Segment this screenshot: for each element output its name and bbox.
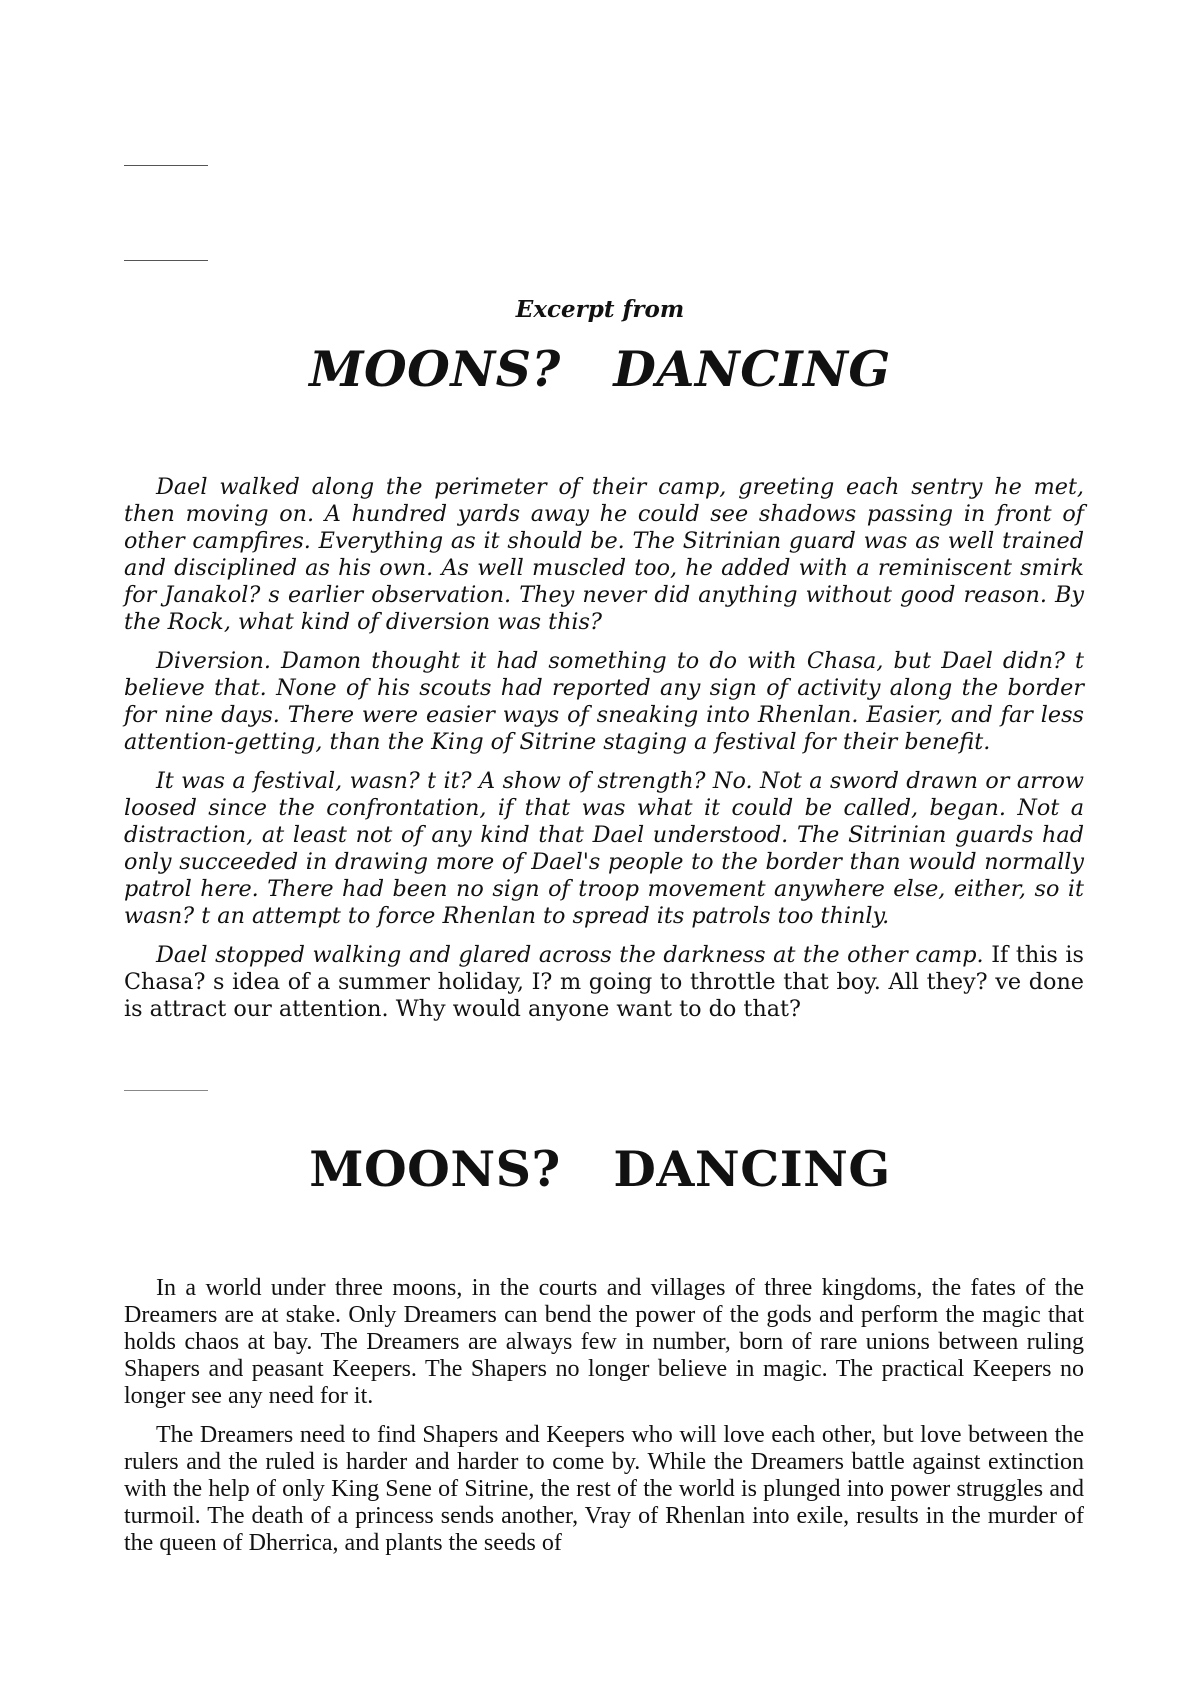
excerpt-body (124, 474, 1084, 1035)
excerpt-label: Excerpt from (515, 296, 685, 323)
separator-rule-third (124, 1090, 208, 1091)
blurb-body (124, 1275, 1084, 1569)
excerpt-paragraph: Diversion. Damon thought it had something to do with Chasa, but Dael didn? t believe that. None of his scouts had reported any sign of activity along the border for nine days. There were easier ways of sneaking into Rhenlan. Easier, and far less attention-getting, than the King of Sitrine staging a festival for their benefit. (124, 648, 1084, 755)
blurb-title-text: MOONS? DANCING (309, 1140, 891, 1198)
excerpt-title (0, 340, 1200, 398)
blurb-paragraph: In a world under three moons, in the courts and villages of three kingdoms, the fates of the Dreamers are at stake. Only Dreamers can bend the power of the gods and perform the magic that holds chaos at bay. The Dreamers are always few in number, born of rare unions between ruling Shapers and peasant Keepers. The Shapers no longer believe in magic. The practical Keepers no longer see any need for it. (124, 1275, 1084, 1409)
excerpt-narration: Dael stopped walking and glared across the darkness at the other camp. (156, 942, 984, 968)
separator-rule-second (124, 260, 208, 261)
excerpt-paragraph-last (124, 942, 1084, 1023)
blurb-title (0, 1140, 1200, 1198)
excerpt-paragraph: Dael walked along the perimeter of their camp, greeting each sentry he met, then moving on. A hundred yards away he could see shadows passing in front of other campfires. Everything as it should be. The Sitrinian guard was as well trained and disciplined as his own. As well muscled too, he added with a reminiscent smirk for Janakol? s earlier observation. They never did anything without good reason. By the Rock, what kind of diversion was this? (124, 474, 1084, 635)
excerpt-title-text: MOONS? DANCING (309, 340, 891, 398)
excerpt-paragraph: It was a festival, wasn? t it? A show of strength? No. Not a sword drawn or arrow loosed since the confrontation, if that was what it could be called, began. Not a distraction, at least not of any kind that Dael understood. The Sitrinian guards had only succeeded in drawing more of Dael's people to the border than would normally patrol here. There had been no sign of troop movement anywhere else, either, so it wasn? t an attempt to force Rhenlan to spread its patrols too thinly. (124, 768, 1084, 929)
excerpt-inner-thought: If this is Chasa? s idea of a summer holiday, I? m going to throttle that boy. All they? ve done is attract our attention. Why would anyone want to do that? (124, 942, 1084, 1022)
blurb-paragraph: The Dreamers need to find Shapers and Keepers who will love each other, but love between the rulers and the ruled is harder and harder to come by. While the Dreamers battle against extinction with the help of only King Sene of Sitrine, the rest of the world is plunged into power struggles and turmoil. The death of a princess sends another, Vray of Rhenlan into exile, results in the murder of the queen of Dherrica, and plants the seeds of (124, 1422, 1084, 1556)
separator-rule-top (124, 165, 208, 166)
